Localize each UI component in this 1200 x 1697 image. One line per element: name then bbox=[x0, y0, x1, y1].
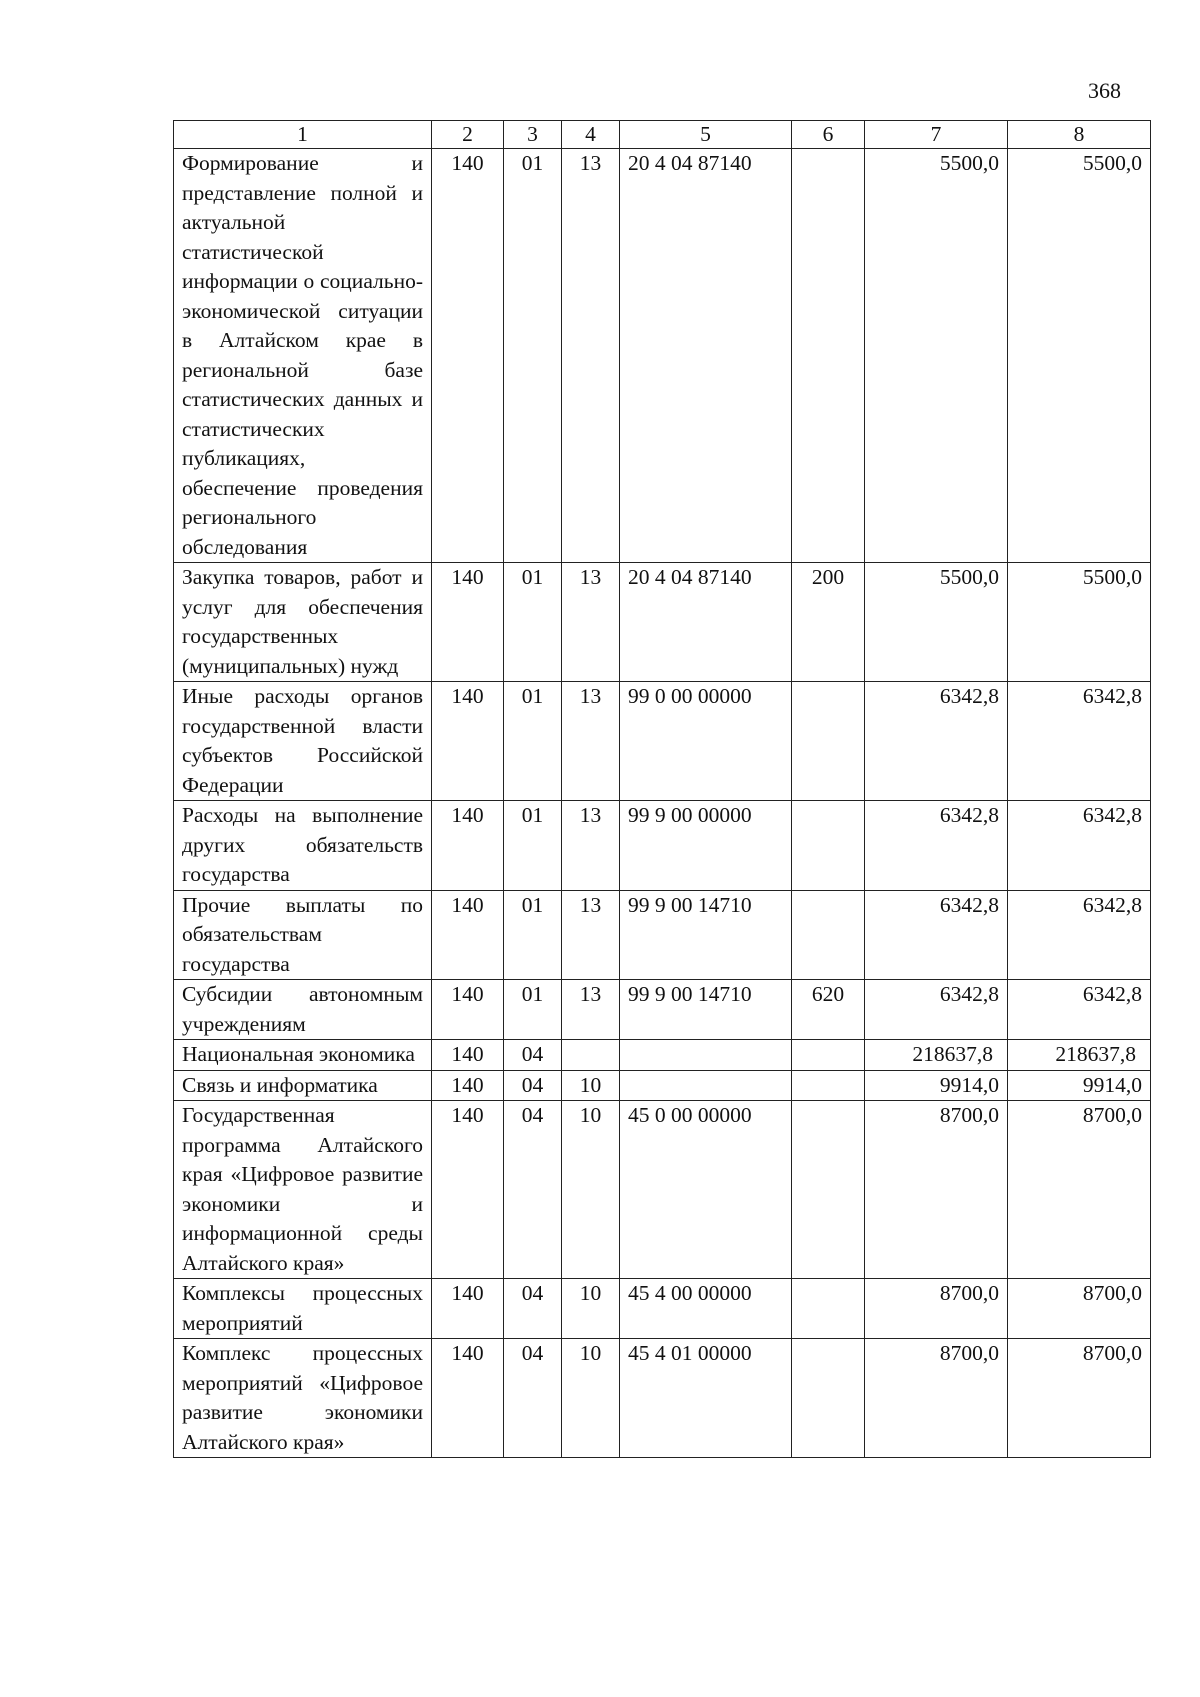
row-description: Расходы на выполнение других обязательств государства bbox=[174, 801, 432, 891]
row-subsection: 13 bbox=[562, 682, 620, 801]
row-amount-7: 5500,0 bbox=[865, 563, 1008, 682]
row-subsection: 13 bbox=[562, 801, 620, 891]
table-row bbox=[174, 890, 1151, 980]
row-target-article bbox=[620, 1070, 792, 1101]
row-ministry-code: 140 bbox=[432, 563, 504, 682]
row-amount-7: 6342,8 bbox=[865, 890, 1008, 980]
row-amount-8: 6342,8 bbox=[1008, 801, 1151, 891]
row-description: Комплекс процессных мероприятий «Цифровое развитие экономики Алтайского края» bbox=[174, 1339, 432, 1458]
row-description: Связь и информатика bbox=[174, 1070, 432, 1101]
row-amount-7: 8700,0 bbox=[865, 1339, 1008, 1458]
row-amount-8: 8700,0 bbox=[1008, 1279, 1151, 1339]
row-amount-7: 218637,8 bbox=[865, 1040, 1008, 1071]
table-row bbox=[174, 563, 1151, 682]
row-section: 01 bbox=[504, 149, 562, 563]
row-subsection: 13 bbox=[562, 980, 620, 1040]
row-expense-type bbox=[792, 1070, 865, 1101]
row-description: Иные расходы органов государственной власти субъектов Российской Федерации bbox=[174, 682, 432, 801]
row-description: Прочие выплаты по обязательствам государства bbox=[174, 890, 432, 980]
row-ministry-code: 140 bbox=[432, 1040, 504, 1071]
row-ministry-code: 140 bbox=[432, 682, 504, 801]
row-amount-8: 6342,8 bbox=[1008, 980, 1151, 1040]
row-amount-7: 6342,8 bbox=[865, 980, 1008, 1040]
row-expense-type bbox=[792, 682, 865, 801]
row-amount-8: 6342,8 bbox=[1008, 682, 1151, 801]
row-description: Государственная программа Алтайского края «Цифровое развитие экономики и информационной среды Алтайского края» bbox=[174, 1101, 432, 1279]
row-section: 04 bbox=[504, 1040, 562, 1071]
row-section: 04 bbox=[504, 1339, 562, 1458]
row-amount-8: 5500,0 bbox=[1008, 149, 1151, 563]
row-subsection: 13 bbox=[562, 890, 620, 980]
row-description: Комплексы процессных мероприятий bbox=[174, 1279, 432, 1339]
row-expense-type: 620 bbox=[792, 980, 865, 1040]
table-row bbox=[174, 1040, 1151, 1071]
table-row bbox=[174, 1101, 1151, 1279]
row-target-article: 20 4 04 87140 bbox=[620, 563, 792, 682]
row-section: 04 bbox=[504, 1070, 562, 1101]
row-target-article: 20 4 04 87140 bbox=[620, 149, 792, 563]
row-ministry-code: 140 bbox=[432, 980, 504, 1040]
row-amount-8: 6342,8 bbox=[1008, 890, 1151, 980]
row-expense-type bbox=[792, 1101, 865, 1279]
header-cell-7: 7 bbox=[865, 121, 1008, 149]
row-expense-type bbox=[792, 1040, 865, 1071]
page-number: 368 bbox=[1088, 78, 1121, 103]
row-expense-type bbox=[792, 801, 865, 891]
row-ministry-code: 140 bbox=[432, 1279, 504, 1339]
row-amount-7: 8700,0 bbox=[865, 1101, 1008, 1279]
row-target-article: 45 4 01 00000 bbox=[620, 1339, 792, 1458]
row-description: Национальная экономика bbox=[174, 1040, 432, 1071]
row-subsection: 10 bbox=[562, 1070, 620, 1101]
table-row bbox=[174, 1279, 1151, 1339]
header-row bbox=[174, 121, 1151, 149]
row-target-article bbox=[620, 1040, 792, 1071]
row-target-article: 45 4 00 00000 bbox=[620, 1279, 792, 1339]
row-amount-8: 5500,0 bbox=[1008, 563, 1151, 682]
row-amount-7: 6342,8 bbox=[865, 682, 1008, 801]
row-section: 04 bbox=[504, 1101, 562, 1279]
row-amount-8: 9914,0 bbox=[1008, 1070, 1151, 1101]
row-target-article: 99 0 00 00000 bbox=[620, 682, 792, 801]
row-ministry-code: 140 bbox=[432, 801, 504, 891]
row-expense-type bbox=[792, 149, 865, 563]
row-expense-type bbox=[792, 1339, 865, 1458]
row-ministry-code: 140 bbox=[432, 149, 504, 563]
row-expense-type: 200 bbox=[792, 563, 865, 682]
budget-table bbox=[173, 120, 1151, 1458]
header-cell-2: 2 bbox=[432, 121, 504, 149]
row-section: 04 bbox=[504, 1279, 562, 1339]
header-cell-3: 3 bbox=[504, 121, 562, 149]
row-subsection: 13 bbox=[562, 149, 620, 563]
row-subsection bbox=[562, 1040, 620, 1071]
row-amount-8: 8700,0 bbox=[1008, 1339, 1151, 1458]
row-target-article: 99 9 00 14710 bbox=[620, 980, 792, 1040]
table-row bbox=[174, 149, 1151, 563]
row-section: 01 bbox=[504, 563, 562, 682]
row-amount-7: 8700,0 bbox=[865, 1279, 1008, 1339]
row-section: 01 bbox=[504, 682, 562, 801]
row-ministry-code: 140 bbox=[432, 1070, 504, 1101]
row-section: 01 bbox=[504, 801, 562, 891]
row-amount-7: 5500,0 bbox=[865, 149, 1008, 563]
header-cell-8: 8 bbox=[1008, 121, 1151, 149]
row-target-article: 45 0 00 00000 bbox=[620, 1101, 792, 1279]
row-amount-8: 8700,0 bbox=[1008, 1101, 1151, 1279]
header-cell-1: 1 bbox=[174, 121, 432, 149]
row-expense-type bbox=[792, 1279, 865, 1339]
row-section: 01 bbox=[504, 890, 562, 980]
header-cell-5: 5 bbox=[620, 121, 792, 149]
row-amount-7: 9914,0 bbox=[865, 1070, 1008, 1101]
row-ministry-code: 140 bbox=[432, 1101, 504, 1279]
row-subsection: 10 bbox=[562, 1279, 620, 1339]
row-subsection: 13 bbox=[562, 563, 620, 682]
row-description: Закупка товаров, работ и услуг для обеспечения государственных (муниципальных) нужд bbox=[174, 563, 432, 682]
table-row bbox=[174, 980, 1151, 1040]
table-row bbox=[174, 1339, 1151, 1458]
row-section: 01 bbox=[504, 980, 562, 1040]
row-ministry-code: 140 bbox=[432, 1339, 504, 1458]
row-subsection: 10 bbox=[562, 1339, 620, 1458]
row-amount-8: 218637,8 bbox=[1008, 1040, 1151, 1071]
header-cell-4: 4 bbox=[562, 121, 620, 149]
table-row bbox=[174, 682, 1151, 801]
row-target-article: 99 9 00 14710 bbox=[620, 890, 792, 980]
table-row bbox=[174, 801, 1151, 891]
row-expense-type bbox=[792, 890, 865, 980]
row-description: Субсидии автономным учреждениям bbox=[174, 980, 432, 1040]
row-target-article: 99 9 00 00000 bbox=[620, 801, 792, 891]
header-cell-6: 6 bbox=[792, 121, 865, 149]
row-subsection: 10 bbox=[562, 1101, 620, 1279]
table-row bbox=[174, 1070, 1151, 1101]
row-ministry-code: 140 bbox=[432, 890, 504, 980]
row-amount-7: 6342,8 bbox=[865, 801, 1008, 891]
row-description: Формирование и представление полной и актуальной статистической информации о социально-экономической ситуации в Алтайском крае в региональной базе статистических данных и статистических публикациях, обеспечение проведения регионального обследования bbox=[174, 149, 432, 563]
